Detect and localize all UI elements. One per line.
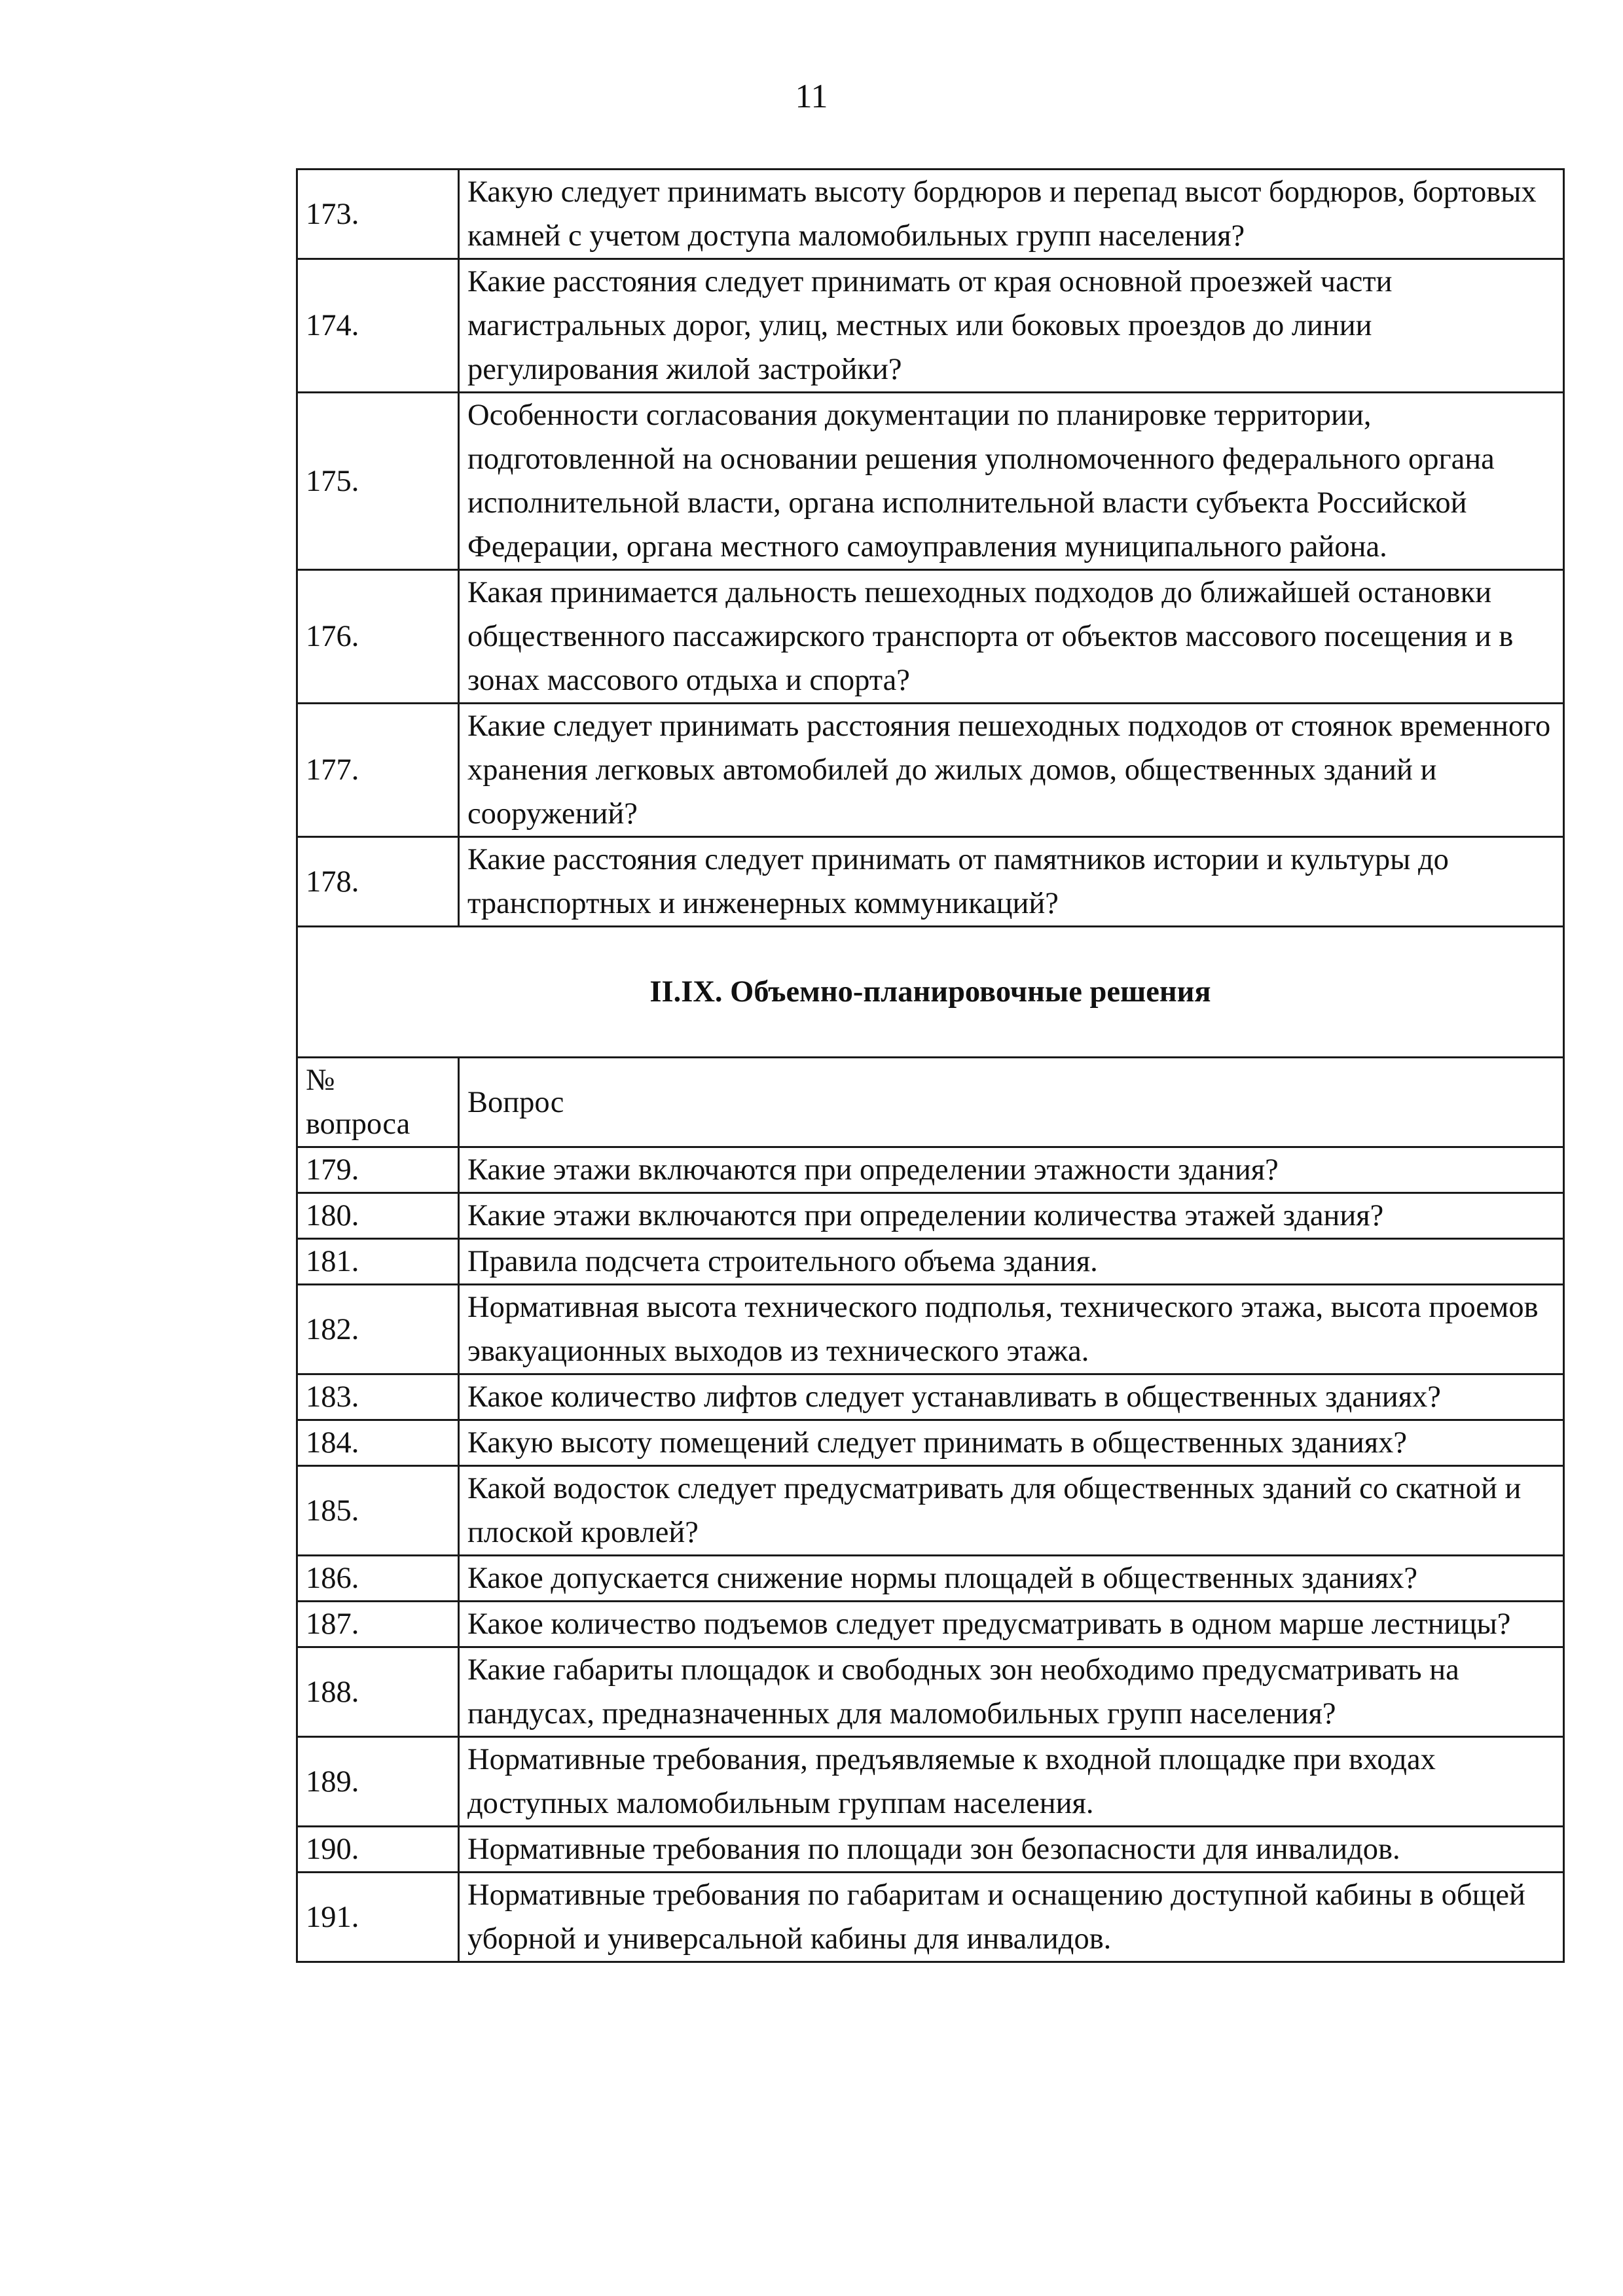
table-row xyxy=(297,1602,1564,1647)
question-text: Какие следует принимать расстояния пешеходных подходов от стоянок временного хранения легковых автомобилей до жилых домов, общественных зданий и сооружений? xyxy=(459,704,1564,837)
table-row xyxy=(297,704,1564,837)
question-text: Какое количество лифтов следует устанавливать в общественных зданиях? xyxy=(459,1374,1564,1420)
column-header-number xyxy=(297,1058,459,1147)
question-number: 182. xyxy=(297,1285,459,1374)
question-text: Какие расстояния следует принимать от памятников истории и культуры до транспортных и инженерных коммуникаций? xyxy=(459,837,1564,927)
question-number: 191. xyxy=(297,1873,459,1962)
table-row xyxy=(297,570,1564,704)
section-heading-row xyxy=(297,927,1564,1058)
question-text: Нормативная высота технического подполья, технического этажа, высота проемов эвакуационных выходов из технического этажа. xyxy=(459,1285,1564,1374)
column-header-number-label: вопроса xyxy=(306,1107,410,1141)
table-row xyxy=(297,1873,1564,1962)
table-header-row xyxy=(297,1058,1564,1147)
question-number: 181. xyxy=(297,1239,459,1285)
question-number: 180. xyxy=(297,1193,459,1239)
question-text: Какие этажи включаются при определении количества этажей здания? xyxy=(459,1193,1564,1239)
question-number: 189. xyxy=(297,1737,459,1827)
question-text: Какой водосток следует предусматривать для общественных зданий со скатной и плоской кровлей? xyxy=(459,1466,1564,1556)
question-text: Какое количество подъемов следует предусматривать в одном марше лестницы? xyxy=(459,1602,1564,1647)
table-row xyxy=(297,1420,1564,1466)
table-row xyxy=(297,1147,1564,1193)
question-number: 179. xyxy=(297,1147,459,1193)
question-text: Какую следует принимать высоту бордюров и перепад высот бордюров, бортовых камней с учетом доступа маломобильных групп населения? xyxy=(459,170,1564,259)
table-row xyxy=(297,1285,1564,1374)
question-text: Какие расстояния следует принимать от края основной проезжей части магистральных дорог, улиц, местных или боковых проездов до линии регулирования жилой застройки? xyxy=(459,259,1564,393)
table-row xyxy=(297,1374,1564,1420)
table-row xyxy=(297,1737,1564,1827)
table-row xyxy=(297,170,1564,259)
questions-table xyxy=(296,168,1565,1963)
page-number: 11 xyxy=(795,78,828,115)
question-text: Какая принимается дальность пешеходных подходов до ближайшей остановки общественного пассажирского транспорта от объектов массового посещения и в зонах массового отдыха и спорта? xyxy=(459,570,1564,704)
question-number: 176. xyxy=(297,570,459,704)
table-row xyxy=(297,837,1564,927)
question-text: Нормативные требования, предъявляемые к входной площадке при входах доступных маломобильным группам населения. xyxy=(459,1737,1564,1827)
table-row xyxy=(297,1647,1564,1737)
question-number: 178. xyxy=(297,837,459,927)
question-number: 173. xyxy=(297,170,459,259)
question-number: 183. xyxy=(297,1374,459,1420)
question-text: Особенности согласования документации по планировке территории, подготовленной на основании решения уполномоченного федерального органа исполнительной власти, органа исполнительной власти субъекта Российской Федерации, органа местного самоуправления муниципального района. xyxy=(459,393,1564,570)
column-header-question: Вопрос xyxy=(459,1058,1564,1147)
question-text: Какое допускается снижение нормы площадей в общественных зданиях? xyxy=(459,1556,1564,1602)
section-title: II.IX. Объемно-планировочные решения xyxy=(297,927,1564,1058)
question-number: 174. xyxy=(297,259,459,393)
question-text: Правила подсчета строительного объема здания. xyxy=(459,1239,1564,1285)
table-row xyxy=(297,393,1564,570)
question-text: Какие габариты площадок и свободных зон необходимо предусматривать на пандусах, предназначенных для маломобильных групп населения? xyxy=(459,1647,1564,1737)
question-number: 175. xyxy=(297,393,459,570)
table-row xyxy=(297,1239,1564,1285)
table-row xyxy=(297,1556,1564,1602)
question-number: 186. xyxy=(297,1556,459,1602)
table-row xyxy=(297,1466,1564,1556)
table-row xyxy=(297,1827,1564,1873)
question-text: Какие этажи включаются при определении этажности здания? xyxy=(459,1147,1564,1193)
question-text: Нормативные требования по габаритам и оснащению доступной кабины в общей уборной и универсальной кабины для инвалидов. xyxy=(459,1873,1564,1962)
table-row xyxy=(297,1193,1564,1239)
question-number: 190. xyxy=(297,1827,459,1873)
question-number: 177. xyxy=(297,704,459,837)
question-text: Нормативные требования по площади зон безопасности для инвалидов. xyxy=(459,1827,1564,1873)
column-header-number-symbol: № xyxy=(306,1064,335,1097)
question-number: 187. xyxy=(297,1602,459,1647)
question-number: 188. xyxy=(297,1647,459,1737)
question-text: Какую высоту помещений следует принимать в общественных зданиях? xyxy=(459,1420,1564,1466)
question-number: 185. xyxy=(297,1466,459,1556)
table-row xyxy=(297,259,1564,393)
question-number: 184. xyxy=(297,1420,459,1466)
